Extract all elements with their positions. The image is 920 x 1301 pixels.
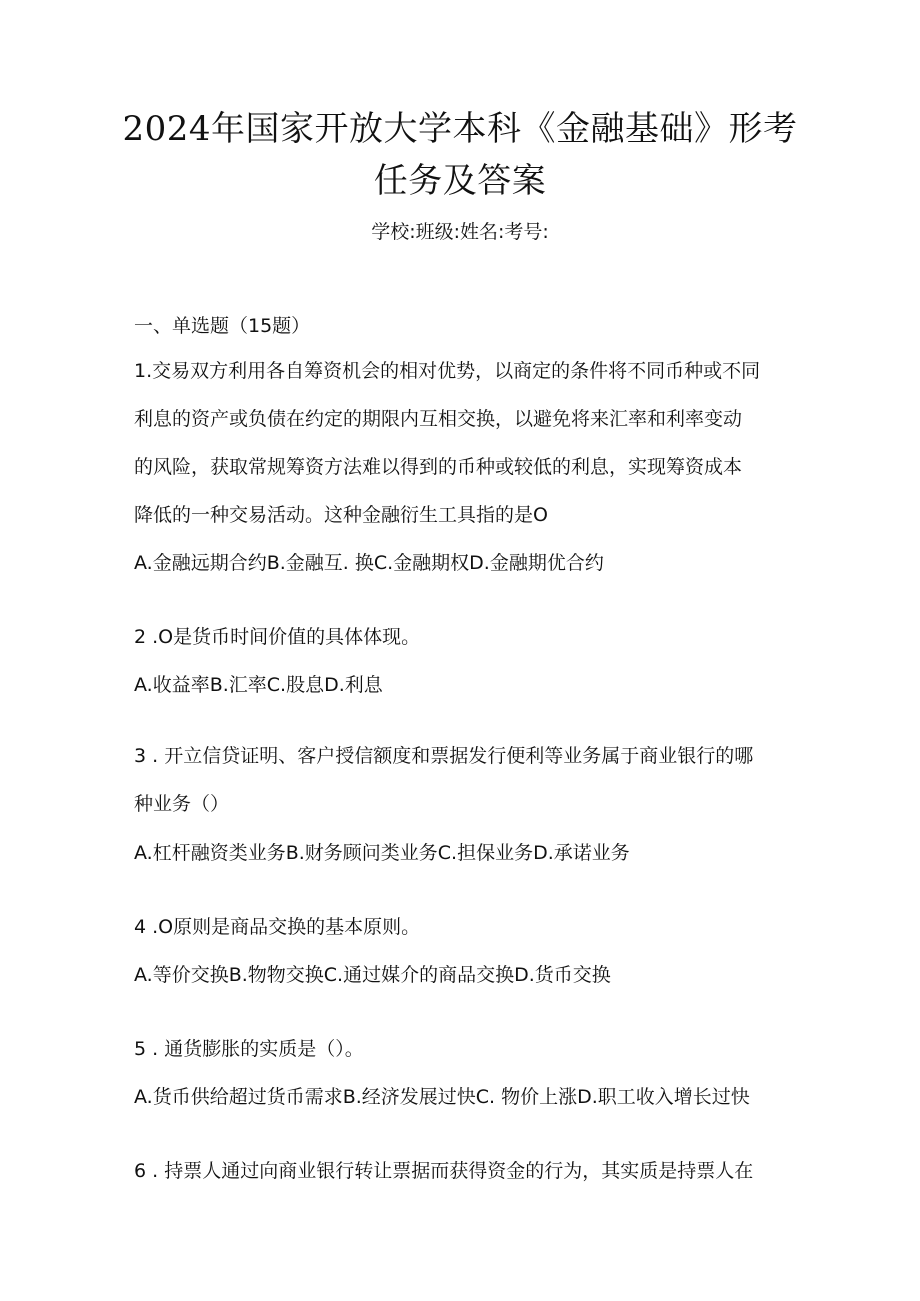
question-1-options: A.金融远期合约B.金融互. 换C.金融期权D.金融期优合约 bbox=[134, 552, 604, 574]
question-4-stem: 4 .O原则是商品交换的基本原则。 bbox=[134, 916, 421, 938]
document-title-line-1: 2024年国家开放大学本科《金融基础》形考 bbox=[122, 109, 798, 149]
question-5-options: A.货币供给超过货币需求B.经济发展过快C. 物价上涨D.职工收入增长过快 bbox=[134, 1086, 750, 1108]
student-info-line: 学校:班级:姓名:考号: bbox=[371, 221, 549, 243]
question-2-options: A.收益率B.汇率C.股息D.利息 bbox=[134, 674, 383, 696]
question-6-stem-line-1: 6 . 持票人通过向商业银行转让票据而获得资金的行为，其实质是持票人在 bbox=[134, 1160, 754, 1182]
question-1-stem-line-4: 降低的一种交易活动。这种金融衍生工具指的是O bbox=[134, 504, 548, 526]
question-5-stem: 5 . 通货膨胀的实质是（）。 bbox=[134, 1038, 364, 1060]
section-heading: 一、单选题（15题） bbox=[134, 315, 311, 337]
question-1-stem-line-2: 利息的资产或负债在约定的期限内互相交换，以避免将来汇率和利率变动 bbox=[134, 408, 743, 430]
question-4-options: A.等价交换B.物物交换C.通过媒介的商品交换D.货币交换 bbox=[134, 964, 611, 986]
question-3-stem-line-1: 3 . 开立信贷证明、客户授信额度和票据发行便利等业务属于商业银行的哪 bbox=[134, 745, 754, 767]
question-3-options: A.杠杆融资类业务B.财务顾问类业务C.担保业务D.承诺业务 bbox=[134, 842, 630, 864]
question-1-stem-line-3: 的风险，获取常规筹资方法难以得到的币种或较低的利息，实现筹资成本 bbox=[134, 456, 743, 478]
question-1-stem-line-1: 1.交易双方利用各自筹资机会的相对优势，以商定的条件将不同币种或不同 bbox=[134, 360, 761, 382]
document-title-line-2: 任务及答案 bbox=[373, 161, 547, 201]
question-2-stem: 2 .O是货币时间价值的具体体现。 bbox=[134, 626, 421, 648]
question-3-stem-line-2: 种业务（） bbox=[134, 793, 230, 815]
